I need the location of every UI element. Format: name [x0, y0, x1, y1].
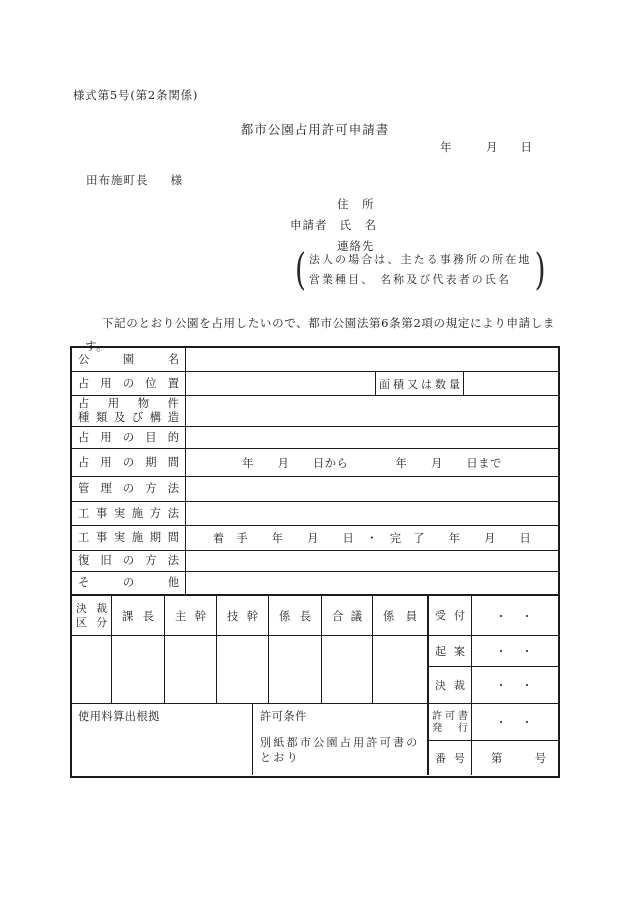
stamp-box-6 [322, 636, 373, 704]
receipt-row [429, 596, 558, 636]
number-prefix: 第 [491, 752, 503, 765]
decision-label-cell: 決 裁 [429, 667, 472, 703]
approval-dates-block [427, 596, 558, 775]
applicant-field-contact: 連絡先 [337, 239, 375, 253]
stamp-col-subsection-chief: 係 長 [269, 596, 322, 636]
permit-issue-label-cell: 許 可 書 発 行 [429, 704, 472, 740]
body-paragraph: 下記のとおり公園を占用したいので、都市公園法第6条第2項の規定により申請します。 [85, 316, 555, 353]
other-value-cell [186, 572, 558, 594]
management-method-label-cell [72, 477, 186, 501]
decision-date-cell: ・ ・ [495, 679, 535, 692]
management-method-value-cell [186, 477, 558, 501]
row-construction-method [72, 502, 558, 526]
applicant-field-name: 氏 名 [339, 218, 377, 232]
permit-issue-date-cell: ・ ・ [495, 716, 535, 729]
occupancy-purpose-label: 占 用 の 目 的 [78, 430, 179, 444]
approval-section [72, 594, 558, 775]
receipt-date-cell: ・ ・ [495, 609, 535, 623]
construction-period-value-cell [186, 526, 558, 550]
row-other [72, 572, 558, 594]
stamp-col-section-chief: 課 長 [112, 596, 165, 636]
occupancy-period-value: 年 月 日から 年 月 日まで [242, 456, 502, 470]
corporate-note-lines [309, 250, 532, 290]
permit-conditions-cell [253, 704, 427, 775]
applicant-field-address: 住 所 [337, 197, 375, 211]
construction-period-value: 着 手 年 月 日 ・ 完 了 年 月 日 [212, 532, 532, 545]
occupancy-purpose-label-cell [72, 427, 186, 448]
stamp-box-5 [269, 636, 322, 704]
occupancy-period-label: 占 用 の 期 間 [78, 455, 179, 469]
row-management-method [72, 477, 558, 502]
corporate-note-line-1: 法人の場合は、主たる事務所の所在地 [308, 253, 532, 266]
area-quantity-label: 面 積 又 は 数 量 [379, 377, 460, 391]
addressee-honorific: 様 [170, 173, 183, 187]
row-occupancy-purpose [72, 427, 558, 449]
row-construction-period [72, 526, 558, 551]
row-park-name [72, 348, 558, 372]
park-name-value-cell [186, 348, 558, 371]
park-name-label: 公 園 名 [78, 352, 179, 366]
occupancy-property-value-cell [186, 396, 558, 426]
restoration-method-label: 復 旧 の 方 法 [78, 554, 179, 567]
construction-period-label: 工 事 実 施 期 間 [78, 531, 179, 544]
stamp-col-technical-staff: 技 幹 [217, 596, 269, 636]
stamp-box-7 [373, 636, 427, 704]
stamp-col-senior-staff: 主 幹 [165, 596, 217, 636]
occupancy-property-label-line2: 種 類 及 び 構 造 [78, 411, 179, 424]
occupancy-period-value-cell [186, 449, 558, 476]
date-blank-line: 年 月 日 [440, 140, 532, 154]
draft-row [429, 636, 558, 667]
construction-period-label-cell [72, 526, 186, 550]
stamp-col-consultation: 合 議 [322, 596, 373, 636]
corporate-note-line-2: 営業種目、 名称及び代表者の氏名 [308, 273, 512, 286]
construction-method-value-cell [186, 502, 558, 525]
addressee-name: 田布施町長 [86, 173, 149, 187]
park-name-label-cell [72, 348, 186, 371]
stamp-box-3 [165, 636, 217, 704]
occupancy-location-value-cell [186, 372, 376, 395]
form-number: 様式第5号(第2条関係) [73, 88, 199, 102]
occupancy-location-label: 占 用 の 位 置 [78, 376, 179, 390]
management-method-label: 管 理 の 方 法 [78, 482, 179, 495]
draft-label-cell: 起 案 [429, 636, 472, 666]
occupancy-period-label-cell [72, 449, 186, 476]
decision-class-line2: 区 分 [76, 615, 107, 629]
occupancy-property-label-cell [72, 396, 186, 426]
stamp-col-staff: 係 員 [373, 596, 427, 636]
occupancy-location-label-cell [72, 372, 186, 395]
addressee-line [86, 172, 183, 188]
application-table [70, 346, 560, 778]
other-label: そ の 他 [78, 576, 179, 589]
area-quantity-label-cell [376, 372, 464, 395]
stamp-box-4 [217, 636, 269, 704]
decision-class-corner-cell [72, 596, 112, 636]
decision-class-line1: 決 裁 [76, 602, 107, 615]
receipt-label-cell: 受 付 [429, 596, 472, 635]
document-title: 都市公園占用許可申請書 [240, 122, 390, 137]
number-label-cell: 番 号 [429, 741, 472, 775]
other-label-cell [72, 572, 186, 594]
open-paren: ( [295, 243, 306, 295]
number-value-cell [472, 741, 558, 775]
row-occupancy-period [72, 449, 558, 477]
permit-conditions-value: 別紙都市公園占用許可書のとおり [260, 736, 420, 764]
decision-row [429, 667, 558, 704]
occupancy-purpose-value-cell [186, 427, 558, 448]
fee-basis-cell [72, 704, 253, 775]
applicant-name-row [290, 217, 377, 233]
construction-method-label-cell [72, 502, 186, 525]
occupancy-property-label-line1: 占 用 物 件 [78, 397, 179, 410]
row-restoration-method [72, 551, 558, 572]
area-quantity-value-cell [464, 372, 558, 395]
stamp-box-1 [72, 636, 112, 704]
restoration-method-label-cell [72, 551, 186, 571]
fee-basis-label: 使用料算出根拠 [78, 710, 160, 723]
row-occupancy-property [72, 396, 558, 427]
number-suffix: 号 [534, 752, 546, 765]
draft-date-cell: ・ ・ [495, 645, 535, 658]
construction-method-label: 工 事 実 施 方 法 [78, 506, 179, 520]
close-paren: ) [534, 243, 546, 295]
applicant-label: 申請者 [290, 218, 328, 232]
row-occupancy-location [72, 372, 558, 396]
stamp-box-2 [112, 636, 165, 704]
restoration-method-value-cell [186, 551, 558, 571]
permit-conditions-label: 許可条件 [260, 710, 307, 723]
number-row [429, 741, 558, 775]
permit-issue-row [429, 704, 558, 741]
